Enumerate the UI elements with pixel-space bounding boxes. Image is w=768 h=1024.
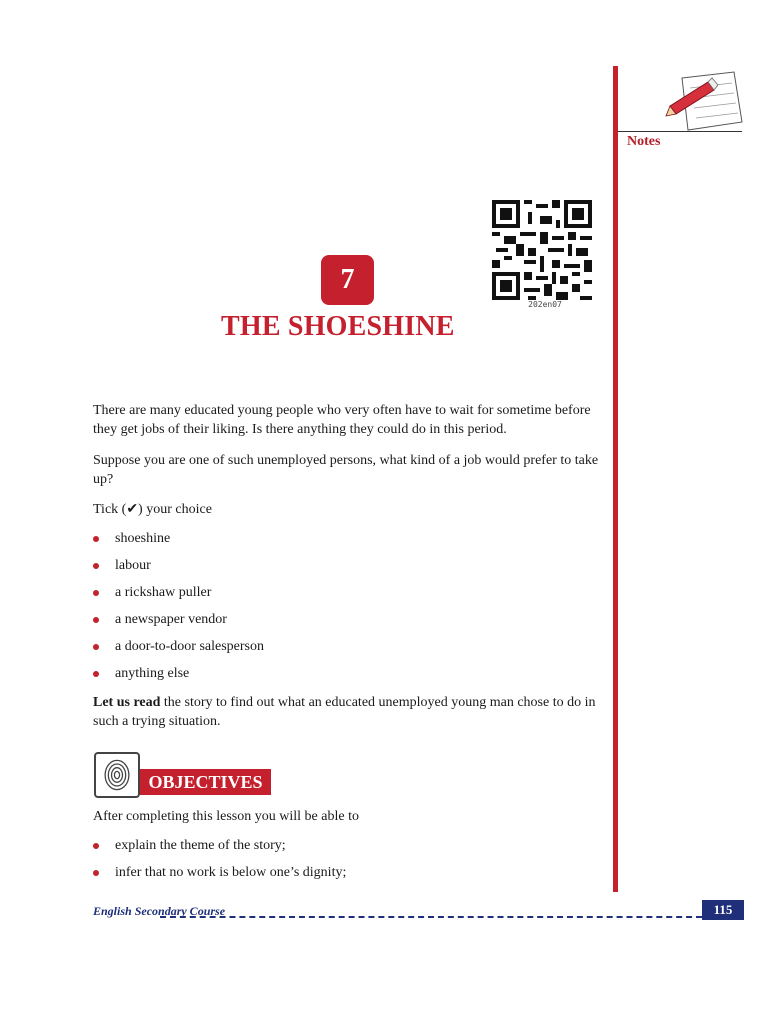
choice-label: a rickshaw puller bbox=[115, 585, 212, 600]
bullet-icon bbox=[93, 617, 99, 623]
choice-label: a newspaper vendor bbox=[115, 612, 227, 627]
tick-prompt: Tick (✔) your choice bbox=[93, 502, 212, 517]
margin-rule bbox=[613, 66, 618, 892]
notes-rule bbox=[618, 131, 742, 132]
objectives-heading: OBJECTIVES bbox=[140, 769, 271, 795]
list-item bbox=[93, 639, 264, 655]
choice-label: a door-to-door salesperson bbox=[115, 639, 265, 654]
list-item bbox=[93, 666, 189, 682]
choice-label: anything else bbox=[115, 666, 190, 681]
target-icon bbox=[94, 752, 140, 798]
qr-code[interactable] bbox=[492, 200, 592, 300]
bullet-icon bbox=[93, 536, 99, 542]
list-item bbox=[93, 612, 227, 628]
bullet-icon bbox=[93, 563, 99, 569]
bullet-icon bbox=[93, 671, 99, 677]
footer-course-title: English Secondary Course bbox=[93, 904, 226, 918]
intro-paragraph-2: Suppose you are one of such unemployed persons, what kind of a job would prefer to take up? bbox=[93, 453, 599, 487]
objective-label: explain the theme of the story; bbox=[115, 838, 286, 853]
page-number: 115 bbox=[702, 900, 744, 920]
let-us-read-lead: Let us read bbox=[93, 695, 161, 710]
list-item bbox=[93, 838, 286, 854]
list-item bbox=[93, 558, 151, 574]
notes-label: Notes bbox=[627, 134, 661, 149]
chapter-number-badge: 7 bbox=[321, 255, 374, 305]
let-us-read-paragraph bbox=[93, 693, 613, 731]
footer-dashed-rule bbox=[160, 916, 702, 918]
bullet-icon bbox=[93, 644, 99, 650]
choice-label: shoeshine bbox=[115, 531, 171, 546]
objectives-lead: After completing this lesson you will be able to bbox=[93, 809, 359, 824]
intro-paragraph-1: There are many educated young people who very often have to wait for sometime before they get jobs of their liking. Is there anything they could do in this period. bbox=[93, 403, 591, 437]
bullet-icon bbox=[93, 590, 99, 596]
list-item bbox=[93, 531, 170, 547]
list-item bbox=[93, 585, 211, 601]
chapter-title: THE SHOESHINE bbox=[221, 311, 455, 342]
let-us-read-text: the story to find out what an educated unemployed young man chose to do in such a trying situation. bbox=[93, 695, 596, 729]
qr-code-label: 202en07 bbox=[528, 300, 562, 309]
bullet-icon bbox=[93, 870, 99, 876]
list-item bbox=[93, 865, 346, 881]
choice-label: labour bbox=[115, 558, 151, 573]
notepad-pencil-icon bbox=[664, 70, 744, 134]
bullet-icon bbox=[93, 843, 99, 849]
objective-label: infer that no work is below one’s dignity; bbox=[115, 865, 347, 880]
